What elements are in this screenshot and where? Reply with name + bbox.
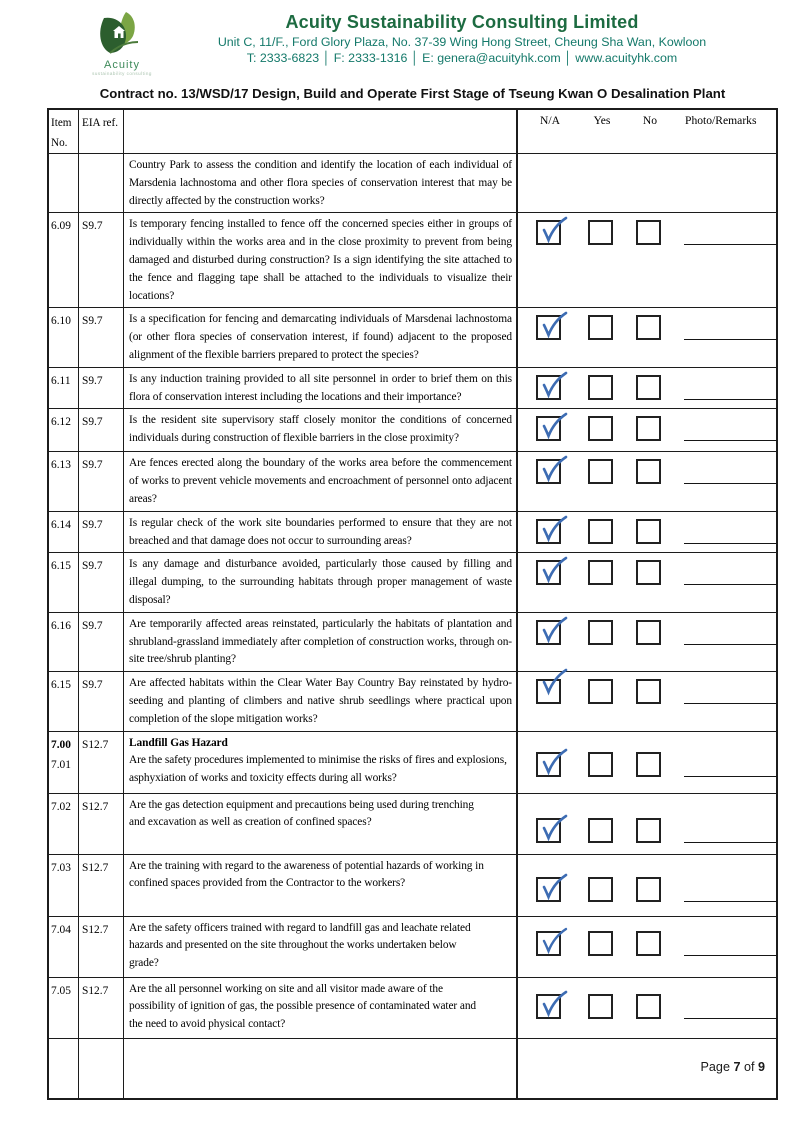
section-heading: Landfill Gas Hazard [129, 736, 228, 749]
checkbox-na[interactable] [536, 620, 561, 645]
company-logo [88, 6, 156, 76]
checkbox-no[interactable] [636, 315, 661, 340]
checkmark-icon [537, 369, 569, 401]
letterhead [0, 0, 794, 76]
checkbox-yes[interactable] [588, 459, 613, 484]
item-no: 7.00 [51, 738, 71, 751]
eia-ref-2: S12.7 [82, 738, 109, 751]
col-header-no: No [642, 114, 658, 127]
table-row [49, 1039, 776, 1098]
table-body [49, 154, 776, 1098]
table-row [49, 368, 776, 410]
checkbox-no[interactable] [636, 459, 661, 484]
table-row [49, 978, 776, 1039]
item-no: 6.13 [51, 459, 71, 472]
checkbox-no[interactable] [636, 818, 661, 843]
checkbox-yes[interactable] [588, 315, 613, 340]
item-no: 6.12 [51, 416, 71, 429]
table-row [49, 409, 776, 452]
question-text: Is temporary fencing installed to fence off the concerned species either in groups of individually within the works area and in the close proximity to prevent from being damaged and disturbed during construction? Is a sign identifying the site attached to the fence and flagging tape shall be attached to the individuals to visualize their locations? [129, 218, 512, 302]
remarks-line[interactable] [684, 1018, 777, 1019]
item-no: 6.15 [51, 679, 71, 692]
checkbox-na[interactable] [536, 877, 561, 902]
col-header-remarks: Photo/Remarks [685, 114, 757, 127]
checkbox-yes[interactable] [588, 375, 613, 400]
checkmark-icon [537, 988, 569, 1020]
checkmark-icon [537, 214, 569, 246]
item-no: 6.10 [51, 315, 71, 328]
checkbox-yes[interactable] [588, 994, 613, 1019]
table-row [49, 794, 776, 855]
item-no: 7.03 [51, 861, 71, 874]
checkmark-icon [537, 309, 569, 341]
eia-ref: S9.7 [82, 220, 103, 233]
checkbox-yes[interactable] [588, 620, 613, 645]
remarks-line[interactable] [684, 955, 777, 956]
checkbox-na[interactable] [536, 679, 561, 704]
question-text: Are the gas detection equipment and precautions being used during trenching and excavation as well as creation of confined spaces? [129, 798, 474, 829]
checkbox-na[interactable] [536, 994, 561, 1019]
checkbox-no[interactable] [636, 877, 661, 902]
checkbox-yes[interactable] [588, 877, 613, 902]
eia-ref: S9.7 [82, 416, 103, 429]
col-header-item: Item [51, 117, 72, 129]
checkmark-icon [537, 554, 569, 586]
table-row [49, 553, 776, 612]
checkbox-yes[interactable] [588, 931, 613, 956]
eia-ref: S12.7 [82, 800, 109, 813]
item-no: 7.05 [51, 984, 71, 997]
checkmark-icon [537, 871, 569, 903]
item-no-2: 7.01 [51, 758, 71, 771]
checkbox-yes[interactable] [588, 220, 613, 245]
checkbox-yes[interactable] [588, 752, 613, 777]
table-row [49, 512, 776, 554]
remarks-line[interactable] [684, 483, 777, 484]
table-header-row: Item No. EIA ref. N/A Yes No Photo/Remarks [49, 110, 776, 154]
checkbox-no[interactable] [636, 416, 661, 441]
question-text: Are fences erected along the boundary of the works area before the commencement of works to prevent vehicle movements and encroachment of personnel onto adjacent areas? [129, 457, 512, 505]
table-row [49, 613, 776, 672]
table-row [49, 917, 776, 978]
table-row [49, 213, 776, 308]
company-contact: T: 2333-6823 │ F: 2333-1316 │ E: genera@acuityhk.com │ www.acuityhk.com [246, 51, 678, 65]
question-text: Is regular check of the work site boundaries performed to ensure that they are not breached and that damage does not occur to surrounding areas? [129, 516, 512, 547]
checkbox-no[interactable] [636, 679, 661, 704]
question-text: Are the safety officers trained with regard to landfill gas and leachate related hazards and presented on the site throughout the works undertaken below grade? [129, 921, 471, 970]
remarks-line[interactable] [684, 703, 777, 704]
table-row [49, 154, 776, 213]
checkbox-no[interactable] [636, 994, 661, 1019]
eia-ref: S12.7 [82, 984, 109, 997]
eia-ref: S9.7 [82, 315, 103, 328]
item-no: 7.02 [51, 800, 71, 813]
checkbox-no[interactable] [636, 931, 661, 956]
col-header-eia: EIA ref. [82, 117, 119, 129]
checkbox-na[interactable] [536, 560, 561, 585]
remarks-line[interactable] [684, 244, 777, 245]
page-number: Page 7 of 9 [700, 1060, 765, 1074]
col-header-yes: Yes [593, 114, 611, 127]
remarks-line[interactable] [684, 644, 777, 645]
logo-wordmark: Acuity [104, 59, 140, 71]
eia-ref: S9.7 [82, 374, 103, 387]
remarks-line[interactable] [684, 842, 777, 843]
checkbox-na[interactable] [536, 519, 561, 544]
company-info [156, 6, 768, 76]
eia-ref: S9.7 [82, 459, 103, 472]
question-text: Are affected habitats within the Clear Water Bay Country Bay reinstated by hydro-seeding and planting of climbers and native shrub seedlings where practical upon completion of the slope mitigation works? [129, 677, 512, 725]
contract-title: Contract no. 13/WSD/17 Design, Build and Operate First Stage of Tseung Kwan O Desalination Plant [99, 86, 726, 101]
checkbox-yes[interactable] [588, 560, 613, 585]
question-text: Are the training with regard to the awareness of potential hazards of working in confined spaces provided from the Contractor to the workers? [129, 859, 484, 890]
remarks-line[interactable] [684, 399, 777, 400]
eia-ref: S12.7 [82, 861, 109, 874]
checkmark-icon [537, 453, 569, 485]
remarks-line[interactable] [684, 776, 777, 777]
checkmark-icon [537, 513, 569, 545]
company-name: Acuity Sustainability Consulting Limited [285, 12, 639, 32]
question-text: Is a specification for fencing and demarcating individuals of Marsdenai lachnostoma (or other flora species of conservation interest, if found) adjacent to the proposed alignment of the flexible barriers prepared to protect the species? [129, 313, 512, 361]
eia-ref: S9.7 [82, 679, 103, 692]
checkbox-no[interactable] [636, 375, 661, 400]
item-no: 6.11 [51, 374, 71, 387]
checkbox-na[interactable] [536, 220, 561, 245]
company-address: Unit C, 11/F., Ford Glory Plaza, No. 37-39 Wing Hong Street, Cheung Sha Wan, Kowloon [217, 35, 707, 49]
table-row [49, 308, 776, 367]
eia-ref: S12.7 [82, 923, 109, 936]
remarks-line[interactable] [684, 584, 777, 585]
remarks-line[interactable] [684, 543, 777, 544]
question-text: Is any induction training provided to all site personnel in order to brief them on this flora of conservation interest including the locations and their importance? [129, 372, 512, 403]
checkmark-icon [537, 614, 569, 646]
checkbox-no[interactable] [636, 220, 661, 245]
checkbox-yes[interactable] [588, 416, 613, 441]
question-text: Are the safety procedures implemented to minimise the risks of fires and explosions, asphyxiation of works and toxicity effects during all works? [129, 754, 507, 785]
checkbox-na[interactable] [536, 931, 561, 956]
eia-ref: S9.7 [82, 560, 103, 573]
checkbox-no[interactable] [636, 752, 661, 777]
item-no: 6.16 [51, 619, 71, 632]
checkbox-na[interactable] [536, 818, 561, 843]
checkbox-yes[interactable] [588, 679, 613, 704]
checkmark-icon [537, 812, 569, 844]
checkbox-na[interactable] [536, 752, 561, 777]
table-row [49, 732, 776, 794]
remarks-line[interactable] [684, 901, 777, 902]
checklist-table [47, 108, 778, 1100]
item-no: 6.15 [51, 560, 71, 573]
checkbox-yes[interactable] [588, 818, 613, 843]
remarks-line[interactable] [684, 339, 777, 340]
table-row [49, 855, 776, 917]
checkbox-na[interactable] [536, 315, 561, 340]
table-row [49, 672, 776, 731]
checkbox-na[interactable] [536, 416, 561, 441]
checkmark-icon [537, 410, 569, 442]
checkbox-no[interactable] [636, 560, 661, 585]
remarks-line[interactable] [684, 440, 777, 441]
checkbox-na[interactable] [536, 459, 561, 484]
eia-ref: S9.7 [82, 619, 103, 632]
checkbox-yes[interactable] [588, 519, 613, 544]
item-no: 6.14 [51, 518, 71, 531]
checkbox-na[interactable] [536, 375, 561, 400]
question-text: Is any damage and disturbance avoided, particularly those caused by filling and illegal dumping, to the surrounding habitats through proper management of waste disposal? [129, 558, 512, 606]
table-row [49, 452, 776, 511]
question-text: Is the resident site supervisory staff closely monitor the conditions of concerned individuals during construction of flexible barriers in the close proximity? [129, 414, 512, 445]
question-text: Are the all personnel working on site and all visitor made aware of the possibility of ignition of gas, the possible presence of contaminated water and the need to avoid physical contact? [129, 982, 477, 1031]
checkmark-icon [537, 925, 569, 957]
checkmark-icon [537, 746, 569, 778]
checkbox-no[interactable] [636, 519, 661, 544]
item-no: 7.04 [51, 923, 71, 936]
logo-tagline: sustainability consulting [92, 71, 152, 76]
col-header-na: N/A [540, 114, 560, 127]
checkbox-no[interactable] [636, 620, 661, 645]
eia-ref: S9.7 [82, 518, 103, 531]
question-text: Country Park to assess the condition and identify the location of each individual of Marsdenia lachnostoma and other flora species of conservation interest that may be directly affected by the construction works? [129, 159, 512, 207]
acuity-leaf-logo-icon [88, 10, 150, 56]
question-text: Are temporarily affected areas reinstated, particularly the habitats of plantation and shrubland-grassland immediately after completion of construction works, through on-site tree/shrub planting? [129, 617, 512, 666]
item-no: 6.09 [51, 220, 71, 233]
